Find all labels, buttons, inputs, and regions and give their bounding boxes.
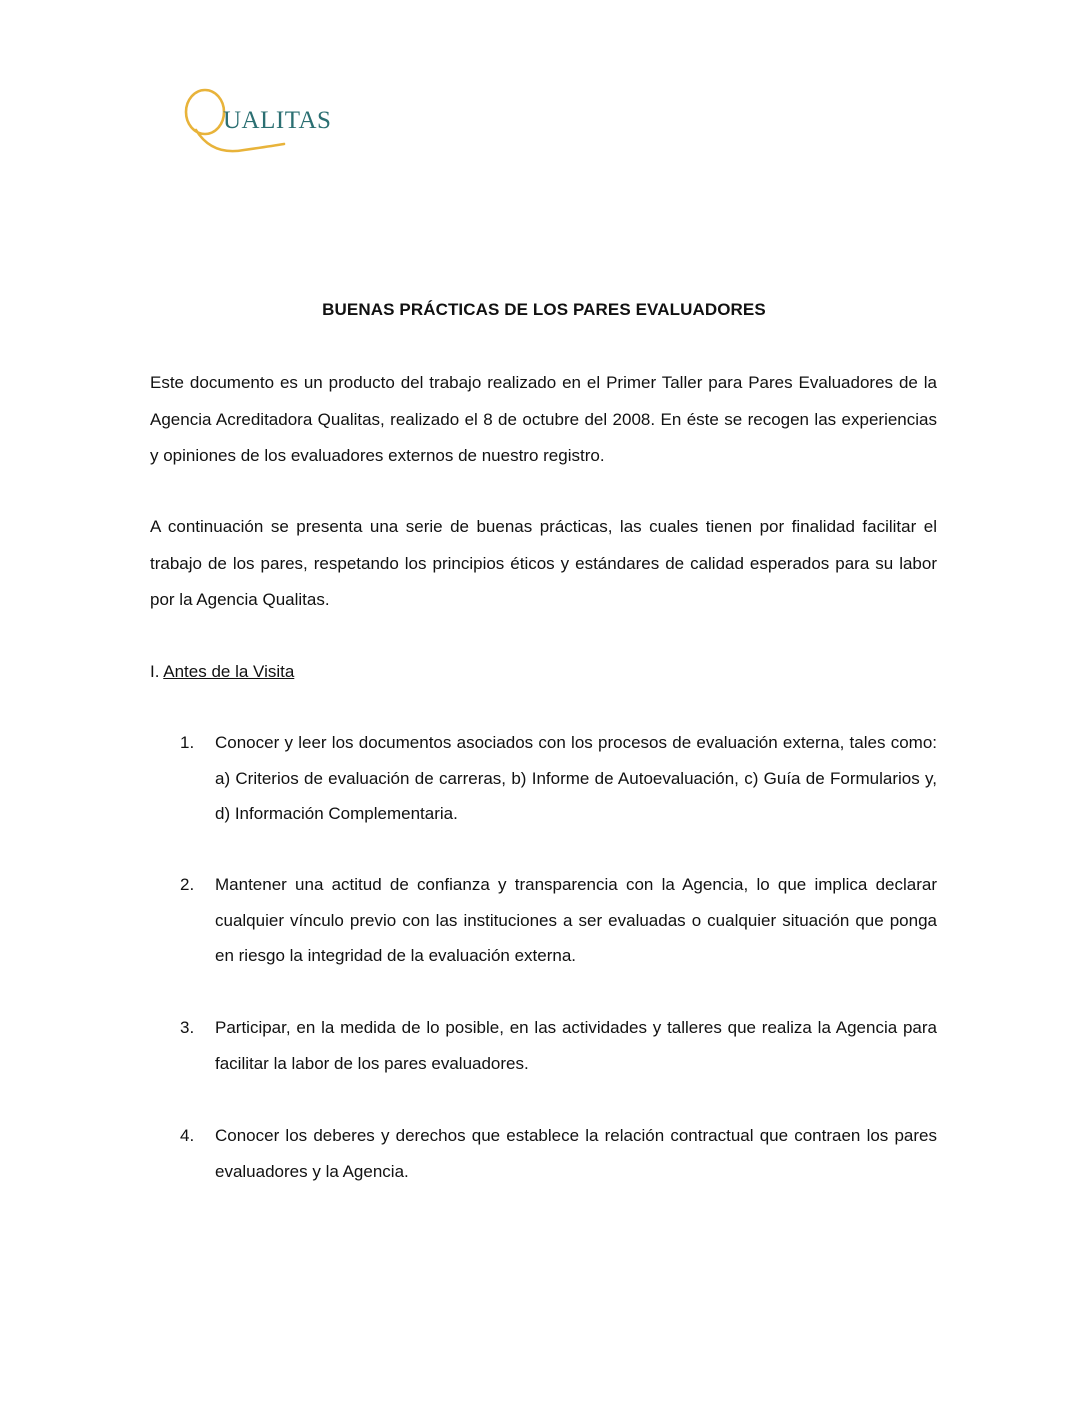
list-item-text: Conocer y leer los documentos asociados con los procesos de evaluación externa, tales como: a) Criterios de evaluación de carreras, b) Informe de Autoevaluación, c) Guía de Formularios y, d) Información Complementaria. xyxy=(215,733,937,823)
list-item xyxy=(180,725,937,832)
qualitas-logo xyxy=(182,86,352,158)
list-item-number: 1. xyxy=(180,733,195,752)
list-item-text: Participar, en la medida de lo posible, en las actividades y talleres que realiza la Agencia para facilitar la labor de los pares evaluadores. xyxy=(215,1018,937,1073)
document-title: BUENAS PRÁCTICAS DE LOS PARES EVALUADORES xyxy=(322,300,766,319)
list-item-number: 2. xyxy=(180,875,195,894)
intro-paragraph: Este documento es un producto del trabajo realizado en el Primer Taller para Pares Evaluadores de la Agencia Acreditadora Qualitas, realizado el 8 de octubre del 2008. En éste se recogen las experiencias y opiniones de los evaluadores externos de nuestro registro. xyxy=(150,373,937,465)
section-heading xyxy=(150,654,294,690)
list-item-number: 4. xyxy=(180,1126,195,1145)
section-number: I. xyxy=(150,662,160,681)
purpose-paragraph: A continuación se presenta una serie de buenas prácticas, las cuales tienen por finalidad facilitar el trabajo de los pares, respetando los principios éticos y estándares de calidad esperados para su labor por la Agencia Qualitas. xyxy=(150,517,937,609)
logo-wordmark: UALITAS xyxy=(223,107,332,134)
list-item-text: Conocer los deberes y derechos que establece la relación contractual que contraen los pares evaluadores y la Agencia. xyxy=(215,1126,937,1181)
list-item xyxy=(180,1010,937,1081)
list-item-text: Mantener una actitud de confianza y transparencia con la Agencia, lo que implica declarar cualquier vínculo previo con las instituciones a ser evaluadas o cualquier situación que ponga en riesgo la integridad de la evaluación externa. xyxy=(215,875,937,965)
list-item xyxy=(180,867,937,974)
section-title: Antes de la Visita xyxy=(163,662,295,681)
list-item xyxy=(180,1118,937,1189)
list-item-number: 3. xyxy=(180,1018,195,1037)
